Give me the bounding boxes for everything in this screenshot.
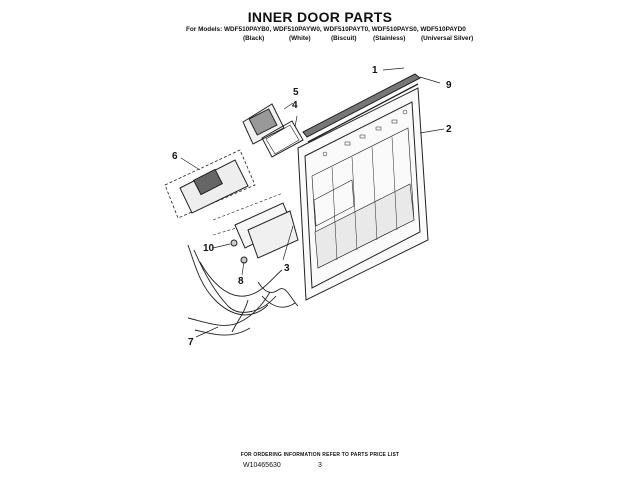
inner-door-panel: [298, 88, 428, 300]
callout-7: 7: [188, 337, 194, 348]
color-biscuit: (Biscuit): [331, 35, 357, 42]
document-number: W10465630: [243, 462, 281, 469]
shield-plate: [235, 203, 298, 258]
callout-10: 10: [203, 243, 215, 254]
models-line: For Models: WDF510PAYB0, WDF510PAYW0, WDF510PAYT0, WDF510PAYS0, WDF510PAYD0: [186, 26, 466, 33]
color-black: (Black): [243, 35, 265, 42]
color-stainless: (Stainless): [373, 35, 406, 42]
callout-3: 3: [284, 263, 290, 274]
callout-1: 1: [372, 65, 378, 76]
color-white: (White): [289, 35, 311, 42]
callout-6: 6: [172, 151, 178, 162]
callout-5: 5: [293, 87, 299, 98]
page-number: 3: [318, 462, 322, 469]
callout-4: 4: [292, 100, 298, 111]
callout-8: 8: [238, 276, 244, 287]
callout-2: 2: [446, 124, 452, 135]
callout-9: 9: [446, 80, 452, 91]
color-universal-silver: (Universal Silver): [421, 35, 474, 42]
ordering-note: FOR ORDERING INFORMATION REFER TO PARTS PRICE LIST: [240, 452, 400, 458]
page-title: INNER DOOR PARTS: [247, 9, 393, 25]
vent-part: [243, 104, 284, 144]
